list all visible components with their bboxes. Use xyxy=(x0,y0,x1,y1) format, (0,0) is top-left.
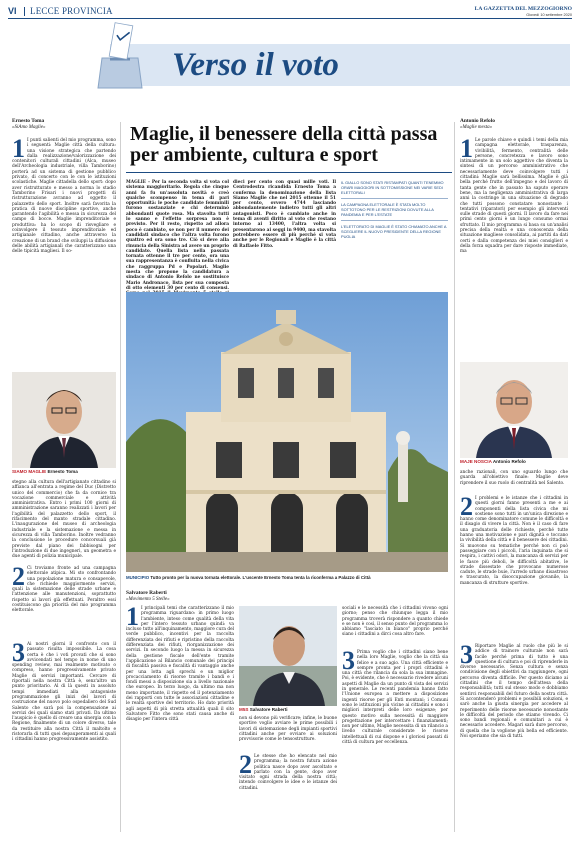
info-bullet: L'ELETTORATO DI MAGLIE È STATO CHIAMATO ANCHE A SCEGLIERE IL NUOVO PRESIDENTE DELLA REGIONE PUGLIA xyxy=(341,224,447,239)
refolo-photo-caption: MAJE NOSCIA Antonio Refolo xyxy=(460,459,526,464)
issue-date: Giovedì 10 settembre 2020 xyxy=(526,12,572,17)
raberti-answer-3: 3 Prima voglio che i cittadini siano bene nella loro Maglie, voglio che la città sia felice e a suo agio. Una città efficiente e sempre pronta per i propri cittadini è una città che rilancia da sola la sua immagine. Poi, è evidente, che è necessario rivedere alcuni aspetti di Maglie da un punto di vista dei servizi in generale. Le recenti pandemia hanno fatto l'Unione europea a mettere a disposizione ingenti risorse per gli Enti montani; i Comuni sono le istituzioni più vicine ai cittadini e sono i migliori interpreti delle loro esigenze; per questo motivo sulla necessità di maggiore progettazione per intercettare i finanziamenti; non per ultimo, Maglie necessita di un rilancio a livello culturale considerate le risorse intellettuali di cui dispone e i gloriosi passati di città di cultura per eccellenza. xyxy=(342,646,448,746)
answer-number-3: 3 xyxy=(460,640,473,669)
answer-number-2: 2 xyxy=(239,750,252,779)
page-header xyxy=(8,6,572,19)
answer-number-2: 2 xyxy=(12,562,25,591)
raberti-answer-1-cont: non si devono più verificare; infine, le buone sportive voglio avviare le prime possibili i lavori di sistemazione degli impianti sportivi cittadini anche per ovviare ai soluzioni provvisorie come le tensostrutture. xyxy=(239,716,337,743)
answer-number-1: 1 xyxy=(12,134,25,163)
column-divider xyxy=(120,122,121,832)
refolo-answer-1-cont: anche razionali, con uno sguardo lungo che guarda all'obiettivo finale: Maglie deve riprendere il suo ruolo di centralità nel Salento. xyxy=(460,470,568,486)
municipio-photo xyxy=(126,292,448,572)
ballot-box-icon xyxy=(96,18,144,90)
toma-photo-caption: SIAMO MAGLIE Ernesto Toma xyxy=(12,469,78,474)
author-name: Salvatore Raberti xyxy=(126,590,167,596)
author-name: Antonio Refolo xyxy=(460,118,495,124)
page-number: VI xyxy=(8,6,17,16)
refolo-answer-1: 1 Le parole chiave e quindi i temi della mia campagna elettorale, trasparenza, vivibilità, fermento, centralità delle persone, concretezza e lavoro sono intimamente in un solo aggettivo che diventa la sintesi di un percorso amministrativo che necessariamente deve coinvolgere tutti i cittadini: Maglie sarà bellissima. Maglie è già bella perché frutto dell'impegno e del lavoro di tanta gente che in passato ha saputo operare bene, ma la negligenza amministrativa di larga anni la costringe in una situazione di degrado che tutti possono constatare nonostante i tentativi (riparatori) per esempio gli interventi sulle strade di questi giorni. Il lavoro da fare nei primi cento giorni è un lungo consumo ormai sfruttato. Il mio programma si basa su un'analisi precisa della realtà e una conoscenza della situazione magliese consolidata, ai partiti da dati certi e dalla competenza dei miei consiglieri e della forza squadra per dare risposte immediate, ma xyxy=(460,134,568,255)
lead-column-1: MAGLIE - Per la seconda volta si vota col sistema maggioritario. Regola che cinque anni fa fu un'assoluta novità e creò qualche scompenso in tema di pari opportunità: le poche candidate femminili furono sostanziate e chi determinò abbondanti quote rosa. Ma stavolta tutti lo sanno e l'effetto sorpresa non è previsto. Per il resto, rispetto ad allora poco è cambiato, se non per il numero dei candidati sindaco che l'altra volta furono quattro ed ora sono tre. Ciò si deve alla rinuncia della Sinistra ad avere un proprio candidato. Quella lista nella passata tornata ottenne il tre per cento, ora una sua rappresentanza è confluita nella civica che raggruppa Pd e Popolari. Maglie mesta che propone la candidatura a sindaco di Antonio Refolo ne sostituisce Mario Andronaco, lista per sua composta di otto elementi 30 per cento di consensi. xyxy=(126,180,229,291)
raberti-photo-caption: M5S Salvatore Raberti xyxy=(239,707,288,712)
raberti-answer-2-cont: sociali e le necessità che i cittadini vivono ogni giorno; penso che chiunque legga il mio programma troverà rispondere a quanto chiede e se non è così, il senso punto del programma lo abbiamo "lasciato in bianco" proprio perché siano i cittadini a dirci cosa altro fare. xyxy=(342,606,448,638)
answer-number-1: 1 xyxy=(460,134,473,163)
refolo-photo xyxy=(460,362,568,458)
municipio-caption: MUNICIPIO Tutto pronto per la nuova tornata elettorale. L'uscente Ernesto Toma tenta la riconferma a Palazzo di Città xyxy=(126,575,371,580)
answer-number-2: 2 xyxy=(460,492,473,521)
raberti-answer-1: 1 I principali temi che caratterizzano il mio programma riguardano: in primo luogo l'ambiente, inteso come qualità della vita per l'intero tessuto urbano quindi: va incluso tutto all'inquinamento, maggiore cura del verde pubblico, incentivi per la raccolta differenziata dei rifiuti e ripristino della raccolta differenziata dei rifiuti, riorganizzazione dei servizi. In secondo luogo la messa in sicurezza della gestione fiscale dell'ente tramite l'applicazione al Bilancio comunale dei principi di fiscalità passiva e fiscalità di vantaggio anche per una lotta agli sprechi e un miglior procacciamento di risorse tramite i bandi e i fondi messi a disposizione sia a livello nazionale che europeo. In terzo luogo, da ultimo ma non meno importante, il rispetto ed il potenziamento dei rapporti con tutte le associazioni cittadine e le realtà sportive del territorio. Ho dato priorità agli aspetti di più stretta attualità quali il sito Salvatore Fitto che sono stati causa anche di disagio per l'intera città xyxy=(126,602,234,723)
lead-column-2: dieci per cento con quasi mille voti. Il Centrodestra ricandida Ernesto Toma a conferma la denominazione della lista Siamo Maglie che nel 2015 ottenne il 51 per cento, ovvero 4744 lasciando abbondantemente indietro tutti gli altri antagonisti. Poco è cambiato anche in tema di aventi diritto al voto che restano intorno ai 13400, l'altra volta si presentarono ai seggi in 9400, ma stavolta potrebbero essere di più perché si vota anche per le Regionali e Maglie è la città di Raffaele Fitto. xyxy=(233,180,336,249)
author-name: Ernesto Toma xyxy=(12,118,45,124)
refolo-answer-2: 2 I problemi e le istanze che i cittadini in questi giorni fanno presenti a me e ai componenti della lista civica che mi sostiene sono tutti in un'unica direzione e hanno come denominatore comune le difficoltà e il disagio di vivere la città. Non è il caso di fare una graduatoria delle richieste, perché tutte hanno una motivazione e pari dignità e toccano la vivibilità della città e il benessere dei cittadini. Si muovono su tematiche perché non ci può passeggiare con i piccoli, l'aria inquinata che si respira, i cattivi odori, la mancanza di servizi per le fasce più deboli, le difficoltà abitative, le strade dissestate che provocano numerose cadute, le strade buie, l'arredo urbano disastroso e trascurato, la disoccupazione giovanile, la mancanza di strutture sportive. xyxy=(460,492,568,586)
header-divider xyxy=(24,7,25,16)
raberti-answer-2: 2 Le stesse che ho elencato nel mio programma; la nostra futura azione politica nasce dopo aver ascoltato e parlato con la gente, dopo aver visitato ogni strada della nostra città; intendo coinvolgere le idee e le istanze dei cittadini. xyxy=(239,750,337,791)
newspaper-name: LA GAZZETTA DEL MEZZOGIORNO xyxy=(474,6,572,12)
answer-number-3: 3 xyxy=(12,638,25,667)
toma-answer-3: 3 Ai nostri giorni il confronto con il passato risulta impossibile. La cosa certa è che i voti provati che si sono avvicendati nel tempo in nome di uno spending review, mai realmente motivato o compreso, hanno progressivamente privato Maglie di servizi importanti. Cercare di riportali nella nostra Città è, senz'altro un punto prioritario. Al di là questi in assoluto tempi immediati alla antagoniste programmazione gli inizi del lavori di costruzione del nuovo polo ospedaliero del Sud Salento che sarà poi la compensazione ai servizi dei quali siamo stati privati. Da ultimo l'auspicio è quello di creare una sinergia con la Regione, finalmente di un colore diverso, tale da restituire alla nostra Città il maltolto e ristorarla di tutti quei depauperamenti ai quali i cittadini hanno progressivamente assistito. xyxy=(12,638,116,743)
author-party: «Maglie mesta» xyxy=(460,125,493,130)
main-headline: Maglie, il benessere della città passa per ambiente, cultura e sport xyxy=(130,123,438,166)
headline-divider xyxy=(126,172,452,173)
column-divider xyxy=(454,122,455,832)
raberti-photo xyxy=(239,606,337,706)
toma-answer-1-cont: stegno alla cultura dell'artigianato cittadino si affianca all'entrata a regime del Duc (Distretto unico del commercio) che fa da cornice tra vocazione commerciale e attività amministrativa. Entro i primi 100 giorni di amministrazione saranno realizzati i lavori per l'agibilità del palazzetto dello sport, il rifacimento del manto stradale cittadino. L'inaugurazione del museo di archeologia industriale e la sistemazione e messa in sicurezza di villa Tamborino. Inoltre vedranno la conclusione le procedure concorsuali già previste dal piano dei fabbisogni per l'introduzione di due ingegneri, un geometra e due agenti di polizia municipale. xyxy=(12,480,116,560)
info-bullet: IL GIALLO SONO STATI RISTAMPATI QUANTI TENEMMO ORARI MAGGIORI IN SOTTOMISSIONE NEI VARIE SEDI ELETTORALI xyxy=(341,180,448,199)
toma-answer-1: 1 I punti salienti del mio programma, sono i seguenti: Maglie città della cultura: una visione strategica che partendo dalla realizzazione/valorizzazione dei contenitori culturali cittadini (Alca, museo dell'Archeologia industriale, villa Tamborino) porterà ad un sistema di gestione pubblico privato, di concerto con le con le istituzioni scolastiche. Maglie cittadella dello sport: dopo aver ristrutturato e messo a norma lo stadio Tamborino Frisari i nuovi progetti di ristrutturazione avranno ad oggetto il palazzetto dello sport. Inoltre sarà favorita la pratica di nuove discipline sportive, anche garantendo l'agibilità e messa in sicurezza del campo di bocce. Maglie imprenditoriale e produttiva: ha lo scopo di risvegliare e coinvolgere il tessuto imprenditoriale ed artigianale cittadino, anche attraverso la creazione di un brand che sviluppi la diffusione delle abilità artigianali che caratterizzano una delle tipicità magliesi. Il so- xyxy=(12,134,116,255)
toma-photo xyxy=(12,372,116,468)
section-name: LECCE PROVINCIA xyxy=(30,6,113,16)
info-bullet: LA CAMPAGNA ELETTORALE È STATA MOLTO SOTTOTONO PER LE RESTRIZIONI DOVUTE ALLA PANDEMIA E PER L'ESTATE xyxy=(341,202,448,221)
banner-title: Verso il voto xyxy=(172,47,339,83)
answer-number-3: 3 xyxy=(342,646,355,675)
author-party: «SiAmo Maglie» xyxy=(12,125,46,130)
author-party: «Movimento 5 Stelle» xyxy=(126,597,170,602)
refolo-answer-3: 3 Riportare Maglie al ruolo che più le si addice di trainore culturale non sarà facile perché prima di tutto è una questione di cultura e poi di riprenderle in diverse necessarie. Senza cultura e senza condivisione degli obiettivi da raggiungere, ogni percorso diventa difficile. Per questo diciamo ai cittadini che il tempo dell'attesa della responsabilità; tutti sul stesso modo e dobbiamo sentirci responsabili del futuro della nostra città. Si accontenderò problemi e possibili soluzioni, e sarò anche la giusta sinergia per accedere al reperimento delle risorse necessarie nonostante le difficoltà del periodo che stiamo vivendo. Ci sono bandi regionali e comunitari a cui è necessario accedere. Magari sarà dure percorso, di quella che la voglione più bella ed efficiente. Noi speriamo che sia di tutti. xyxy=(460,640,568,740)
info-box xyxy=(341,180,448,296)
toma-answer-2: 2 Ci troviamo fronte ad una campagna elettorale atipica. Mi sto confrontando una popolazione matura e consapevole, che richiede maggiormente servizi, quali la sistemazione delle strade urbane e l'attenzione alle manutenzioni, soprattutto rispetto ai lavori già effettuati. Peraltro essi costituiscono gia priorità del mio programma elettorale. xyxy=(12,562,116,614)
answer-number-1: 1 xyxy=(126,602,139,631)
